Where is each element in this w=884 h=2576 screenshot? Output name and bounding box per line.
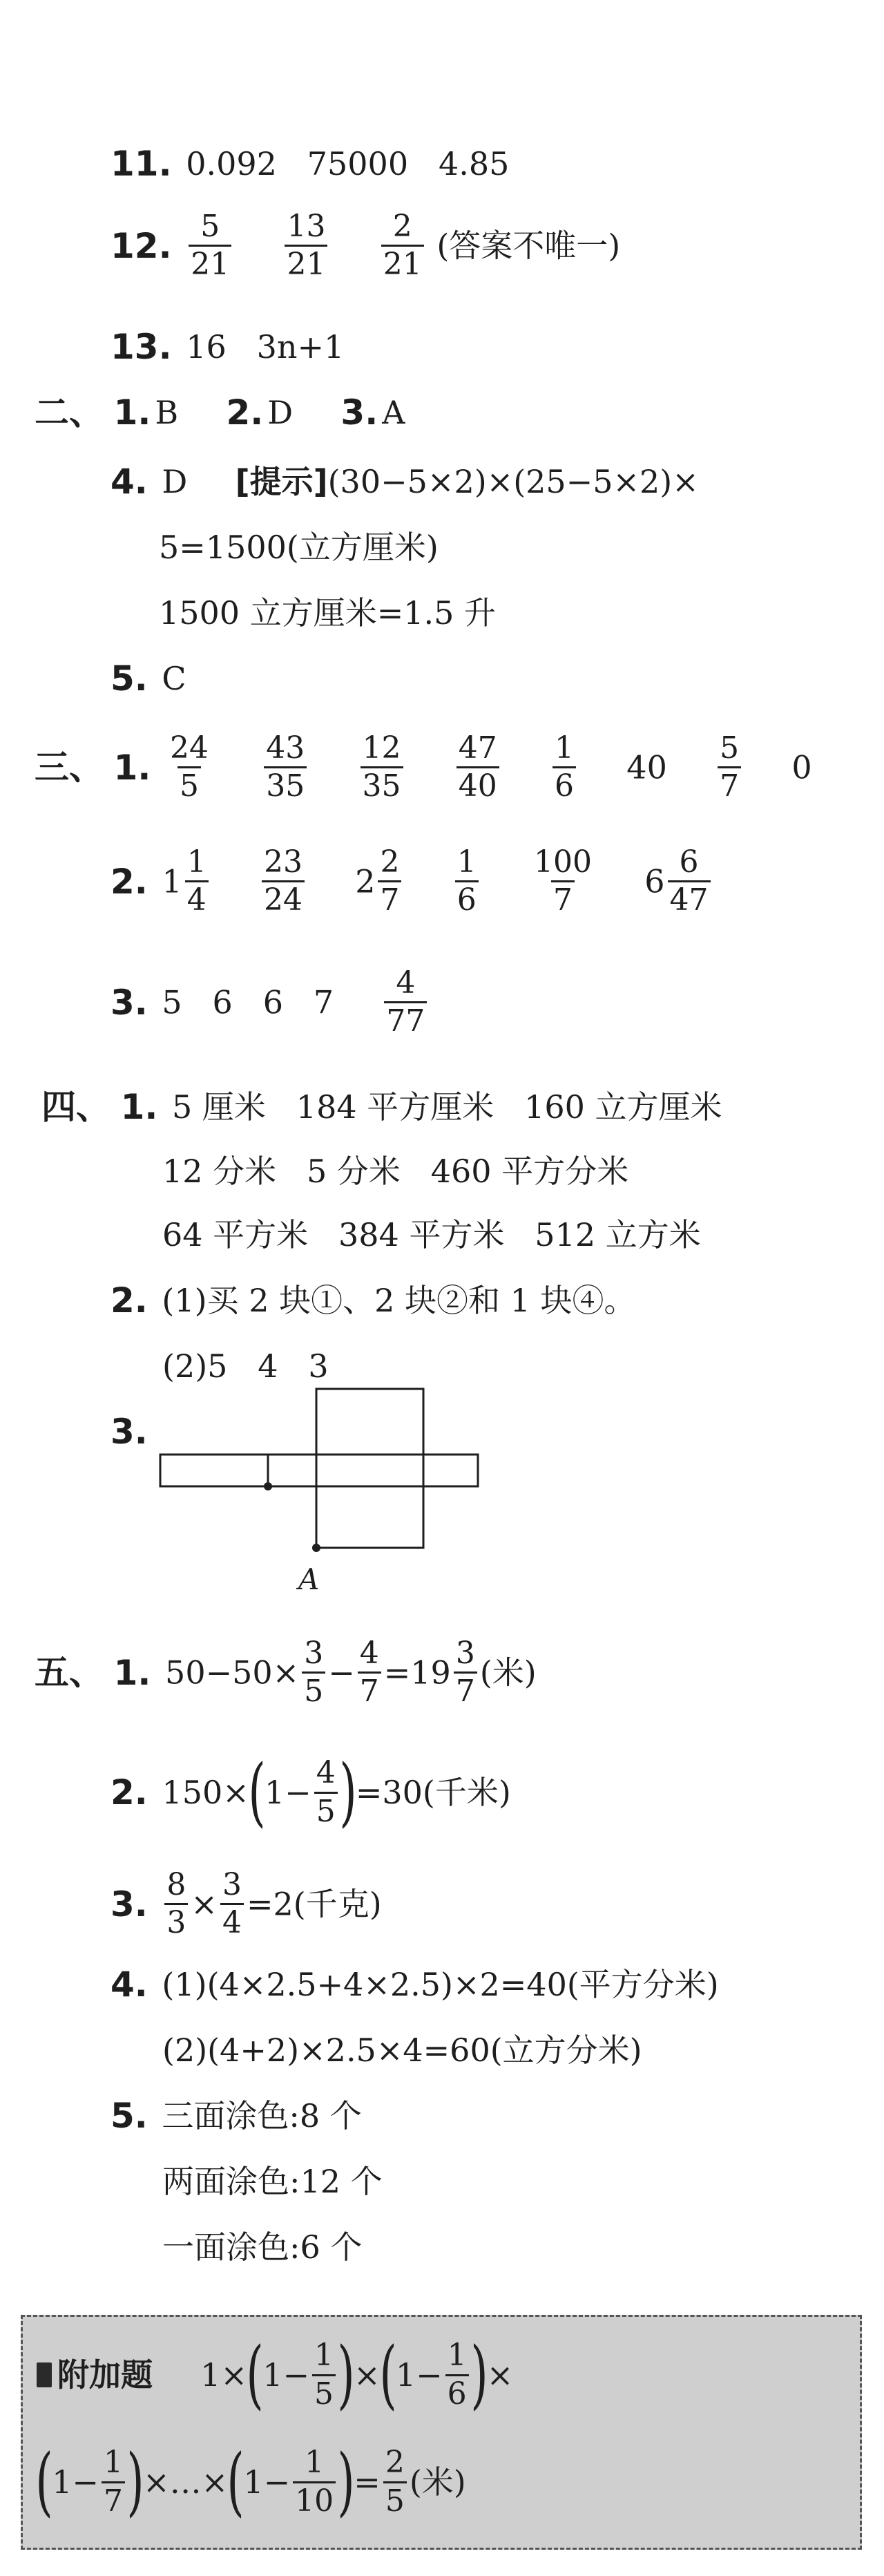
q11-number: 11. bbox=[110, 144, 172, 184]
answer: B bbox=[155, 394, 179, 431]
expression: =19 bbox=[383, 1654, 451, 1692]
fraction: $\frac{47}{40}$ bbox=[457, 732, 499, 802]
section-label: 四、 bbox=[41, 1087, 110, 1127]
question-number: 2. bbox=[110, 1280, 148, 1320]
answer: D bbox=[162, 463, 188, 500]
hint-label: [提示] bbox=[235, 463, 328, 500]
answer: 两面涂色:12 个 bbox=[162, 2163, 383, 2200]
question-number: 4. bbox=[110, 462, 148, 502]
fraction: $\frac{24}{5}$ bbox=[170, 730, 209, 804]
fraction: $\frac{4}{5}$ bbox=[314, 1757, 338, 1827]
question-number: 1. bbox=[113, 747, 151, 788]
fraction: $\frac{8}{3}$ bbox=[164, 1869, 188, 1939]
net-point bbox=[264, 1482, 272, 1490]
fraction: $\frac{1}{7}$ bbox=[102, 2447, 125, 2517]
q12-number: 12. bbox=[110, 225, 172, 266]
fraction: $\frac{1}{6}$ bbox=[552, 732, 576, 802]
question-number: 3. bbox=[340, 392, 378, 433]
fraction: $\frac{1}{5}$ bbox=[312, 2340, 336, 2409]
expression: (30−5×2)×(25−5×2)× bbox=[327, 463, 699, 500]
question-number: 3. bbox=[110, 1884, 148, 1924]
part5-q2-line: 2. 150×(1− $\frac{4}{5}$ )=30(千米) bbox=[110, 1749, 511, 1835]
expression: − bbox=[328, 1654, 355, 1692]
answer: (2)5 4 3 bbox=[162, 1347, 329, 1385]
fraction: $\frac{3}{4}$ bbox=[220, 1869, 244, 1939]
q12-note: (答案不唯一) bbox=[436, 227, 621, 265]
q11-answer: 0.092 75000 4.85 bbox=[186, 145, 510, 182]
answer: (1)买 2 块①、2 块②和 1 块④。 bbox=[162, 1282, 636, 1319]
expression: =2(千克) bbox=[246, 1885, 382, 1923]
whole-part: 1 bbox=[162, 862, 182, 900]
part5-q1-line bbox=[35, 1636, 537, 1710]
fraction: $\frac{1}{4}$ bbox=[185, 846, 209, 916]
expression: 150× bbox=[162, 1774, 249, 1811]
fraction: $\frac{5}{7}$ bbox=[718, 732, 741, 802]
fraction: $\frac{1}{6}$ bbox=[455, 846, 479, 916]
fraction: $\frac{4}{77}$ bbox=[384, 967, 427, 1037]
net-horizontal-strip bbox=[160, 1455, 478, 1486]
expression: 5=1500(立方厘米) bbox=[159, 529, 439, 566]
question-number: 3. bbox=[110, 1412, 148, 1452]
fraction: $\frac{5}{21}$ bbox=[189, 211, 231, 281]
fraction: $\frac{3}{7}$ bbox=[454, 1638, 477, 1707]
answer: 40 bbox=[626, 748, 667, 786]
fraction: $\frac{13}{21}$ bbox=[285, 211, 327, 281]
extra-title: 附加题 bbox=[57, 2356, 153, 2394]
question-number: 3. bbox=[110, 982, 148, 1023]
part5-q5-line2 bbox=[162, 2163, 383, 2200]
answer: 0 bbox=[791, 748, 812, 786]
question-number: 5. bbox=[110, 2096, 148, 2136]
expression: (1)(4×2.5+4×2.5)×2=40(平方分米) bbox=[162, 1966, 719, 2003]
point-a-label: A bbox=[298, 1562, 320, 1589]
question-number: 1. bbox=[113, 392, 151, 433]
expression: 1− bbox=[395, 2356, 443, 2394]
q13-answer: 16 3n+1 bbox=[186, 328, 345, 366]
section-label: 二、 bbox=[35, 392, 104, 433]
answer: 64 平方米 384 平方米 512 立方米 bbox=[162, 1216, 701, 1253]
section-label: 五、 bbox=[35, 1652, 104, 1693]
unit: (米) bbox=[409, 2463, 466, 2501]
expression: = bbox=[354, 2463, 381, 2501]
extra-line2: (1− $\frac{1}{7}$ )×…×(1− $\frac{1}{10}$ )= $\frac{2}{5}$ (米) bbox=[35, 2438, 466, 2525]
question-number: 5. bbox=[110, 659, 148, 699]
answer: 5 6 6 7 bbox=[162, 983, 334, 1021]
answer: 5 厘米 184 平方厘米 160 立方厘米 bbox=[172, 1088, 722, 1126]
expression: × bbox=[486, 2356, 514, 2394]
answer: C bbox=[162, 660, 186, 697]
question-number: 4. bbox=[110, 1964, 148, 2005]
answer: A bbox=[382, 394, 405, 431]
point-a-marker bbox=[312, 1544, 320, 1552]
extra-line1: 附加题 1×(1− $\frac{1}{5}$ )×(1− $\frac{1}{6}$ )× bbox=[37, 2338, 513, 2412]
fraction: $\frac{2}{7}$ bbox=[378, 846, 401, 916]
expression: 1× bbox=[200, 2356, 248, 2394]
q13-number: 13. bbox=[110, 327, 172, 367]
expression: 50−50× bbox=[165, 1654, 300, 1692]
whole-part: 6 bbox=[644, 862, 665, 900]
unit: (米) bbox=[479, 1654, 537, 1692]
part5-q5-line1 bbox=[110, 2096, 362, 2136]
fraction: $\frac{23}{24}$ bbox=[262, 846, 305, 916]
part5-q4-line2 bbox=[162, 2032, 642, 2069]
fraction: $\frac{3}{5}$ bbox=[302, 1638, 325, 1707]
net-vertical-strip bbox=[316, 1389, 423, 1548]
question-number: 2. bbox=[226, 392, 264, 433]
answer: D bbox=[267, 394, 294, 431]
answer: 12 分米 5 分米 460 平方分米 bbox=[162, 1153, 629, 1190]
extra-question-box bbox=[21, 2315, 862, 2550]
fraction: $\frac{4}{7}$ bbox=[358, 1638, 381, 1707]
fraction: $\frac{2}{21}$ bbox=[381, 211, 424, 281]
question-number: 1. bbox=[113, 1652, 151, 1693]
question-number: 2. bbox=[110, 1772, 148, 1812]
fraction: $\frac{1}{10}$ bbox=[293, 2447, 336, 2517]
whole-part: 2 bbox=[355, 862, 376, 900]
answer: 三面涂色:8 个 bbox=[162, 2097, 362, 2134]
fraction: $\frac{2}{5}$ bbox=[383, 2447, 407, 2517]
part5-q5-line3 bbox=[162, 2228, 363, 2266]
fraction: $\frac{43}{35}$ bbox=[264, 732, 307, 802]
expression: 1− bbox=[243, 2463, 291, 2501]
fraction: $\frac{100}{7}$ bbox=[533, 844, 592, 918]
expression: 1− bbox=[52, 2463, 99, 2501]
part5-q3-line bbox=[110, 1869, 382, 1939]
bookmark-icon bbox=[37, 2362, 52, 2387]
expression: 1− bbox=[264, 1774, 311, 1811]
fraction: $\frac{1}{6}$ bbox=[445, 2340, 469, 2409]
expression: × bbox=[191, 1885, 218, 1923]
expression: 1− bbox=[262, 2356, 310, 2394]
question-number: 1. bbox=[120, 1087, 158, 1127]
expression: =30(千米) bbox=[355, 1774, 511, 1811]
answer: 一面涂色:6 个 bbox=[162, 2228, 363, 2266]
question-number: 2. bbox=[110, 861, 148, 902]
section-label: 三、 bbox=[35, 747, 104, 788]
fraction: $\frac{6}{47}$ bbox=[668, 846, 711, 916]
expression: 1500 立方厘米=1.5 升 bbox=[159, 594, 497, 632]
fraction: $\frac{12}{35}$ bbox=[361, 732, 403, 802]
part5-q4-line1 bbox=[110, 1964, 719, 2005]
expression: ×…× bbox=[143, 2463, 229, 2501]
expression: (2)(4+2)×2.5×4=60(立方分米) bbox=[162, 2032, 642, 2069]
